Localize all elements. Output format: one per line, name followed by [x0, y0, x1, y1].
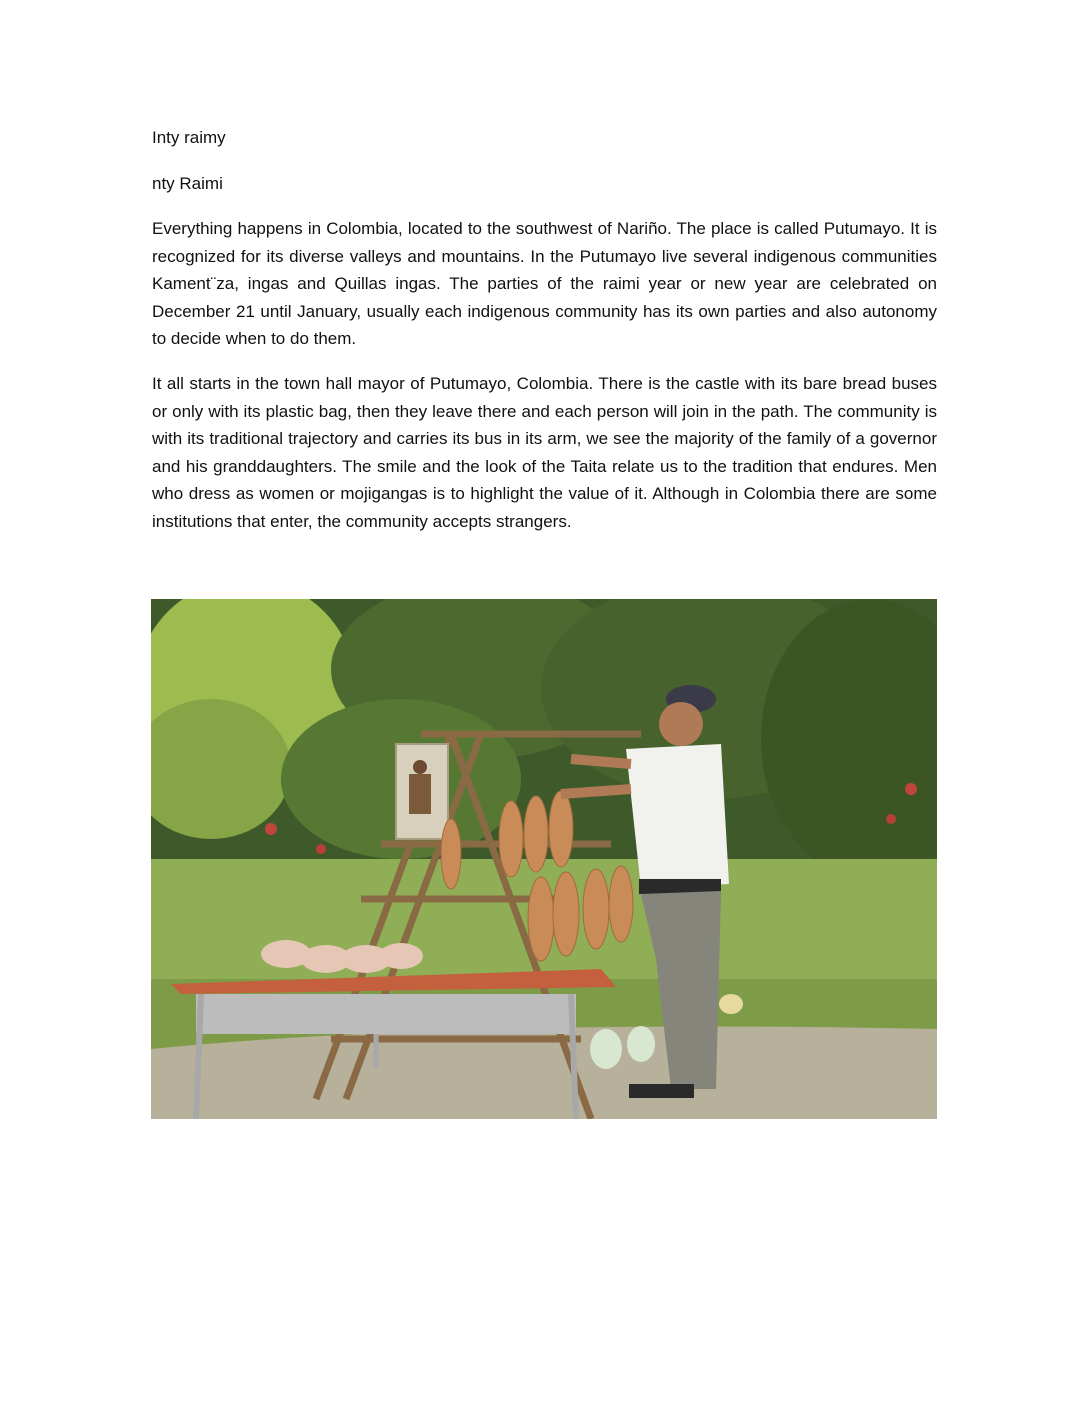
photo-bread-castle	[151, 599, 937, 1119]
document-subtitle: nty Raimi	[152, 174, 223, 193]
document-title: Inty raimy	[152, 128, 226, 147]
photo-illustration	[151, 599, 937, 1119]
paragraph-2: It all starts in the town hall mayor of Putumayo, Colombia. There is the castle with its bare bread buses or only with its plastic bag, then they leave there and each person will join in the path. The community is with its traditional trajectory and carries its bus in its arm, we see the majority of the family of a governor and his granddaughters. The smile and the look of the Taita relate us to the tradition that endures. Men who dress as women or mojigangas is to highlight the value of it. Although in Colombia there are some institutions that enter, the community accepts strangers.	[152, 374, 937, 531]
paragraph-1: Everything happens in Colombia, located to the southwest of Nariño. The place is called Putumayo. It is recognized for its diverse valleys and mountains. In the Putumayo live several indigenous communities Kament¨za, ingas and Quillas ingas. The parties of the raimi year or new year are celebrated on December 21 until January, usually each indigenous community has its own parties and also autonomy to decide when to do them.	[152, 219, 937, 348]
